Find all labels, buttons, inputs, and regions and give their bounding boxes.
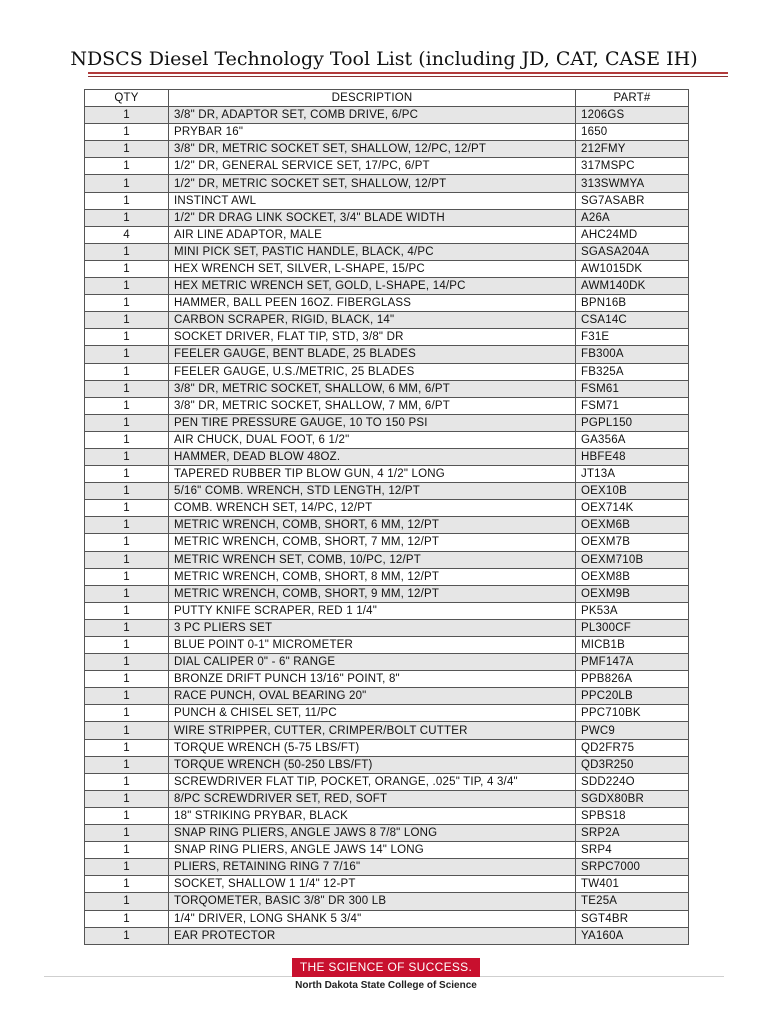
description-cell: HEX WRENCH SET, SILVER, L-SHAPE, 15/PC: [169, 260, 576, 277]
table-row: [85, 397, 689, 414]
description-cell: 3/8" DR, METRIC SOCKET, SHALLOW, 7 MM, 6/PT: [169, 397, 576, 414]
table-row: [85, 705, 689, 722]
part-number-cell: GA356A: [576, 431, 689, 448]
description-cell: 3/8" DR, ADAPTOR SET, COMB DRIVE, 6/PC: [169, 107, 576, 124]
part-number-cell: OEXM8B: [576, 568, 689, 585]
qty-cell: 1: [85, 825, 169, 842]
description-cell: EAR PROTECTOR: [169, 927, 576, 944]
column-header-qty: QTY: [85, 90, 169, 107]
description-cell: 1/2" DR DRAG LINK SOCKET, 3/4" BLADE WIDTH: [169, 209, 576, 226]
description-cell: 5/16" COMB. WRENCH, STD LENGTH, 12/PT: [169, 483, 576, 500]
table-row: [85, 500, 689, 517]
part-number-cell: AW1015DK: [576, 260, 689, 277]
part-number-cell: SG7ASABR: [576, 192, 689, 209]
qty-cell: 1: [85, 397, 169, 414]
description-cell: HAMMER, BALL PEEN 16OZ. FIBERGLASS: [169, 295, 576, 312]
tool-list-table: [84, 89, 689, 945]
table-row: [85, 466, 689, 483]
description-cell: SNAP RING PLIERS, ANGLE JAWS 8 7/8" LONG: [169, 825, 576, 842]
qty-cell: 1: [85, 158, 169, 175]
description-cell: COMB. WRENCH SET, 14/PC, 12/PT: [169, 500, 576, 517]
table-row: [85, 568, 689, 585]
table-row: [85, 380, 689, 397]
qty-cell: 1: [85, 124, 169, 141]
description-cell: PRYBAR 16": [169, 124, 576, 141]
qty-cell: 1: [85, 790, 169, 807]
part-number-cell: OEXM6B: [576, 517, 689, 534]
qty-cell: 1: [85, 278, 169, 295]
table-row: [85, 927, 689, 944]
qty-cell: 1: [85, 876, 169, 893]
qty-cell: 1: [85, 363, 169, 380]
description-cell: 3/8" DR, METRIC SOCKET SET, SHALLOW, 12/PC, 12/PT: [169, 141, 576, 158]
qty-cell: 1: [85, 671, 169, 688]
qty-cell: 1: [85, 107, 169, 124]
column-header-part: PART#: [576, 90, 689, 107]
qty-cell: 1: [85, 602, 169, 619]
table-row: [85, 448, 689, 465]
part-number-cell: 317MSPC: [576, 158, 689, 175]
table-row: [85, 893, 689, 910]
table-row: [85, 585, 689, 602]
qty-cell: 1: [85, 688, 169, 705]
part-number-cell: OEXM710B: [576, 551, 689, 568]
part-number-cell: PK53A: [576, 602, 689, 619]
part-number-cell: FSM71: [576, 397, 689, 414]
part-number-cell: PPC710BK: [576, 705, 689, 722]
qty-cell: 1: [85, 585, 169, 602]
table-row: [85, 654, 689, 671]
table-row: [85, 260, 689, 277]
part-number-cell: SRP2A: [576, 825, 689, 842]
qty-cell: 1: [85, 739, 169, 756]
table-row: [85, 842, 689, 859]
description-cell: SCREWDRIVER FLAT TIP, POCKET, ORANGE, .025" TIP, 4 3/4": [169, 773, 576, 790]
qty-cell: 1: [85, 431, 169, 448]
title-divider: [88, 72, 728, 74]
qty-cell: 1: [85, 859, 169, 876]
qty-cell: 1: [85, 175, 169, 192]
description-cell: 3/8" DR, METRIC SOCKET, SHALLOW, 6 MM, 6/PT: [169, 380, 576, 397]
table-row: [85, 431, 689, 448]
table-row: [85, 209, 689, 226]
description-cell: INSTINCT AWL: [169, 192, 576, 209]
description-cell: TORQUE WRENCH (5-75 LBS/FT): [169, 739, 576, 756]
qty-cell: 1: [85, 295, 169, 312]
table-header-row: [85, 90, 689, 107]
table-row: [85, 346, 689, 363]
part-number-cell: SGDX80BR: [576, 790, 689, 807]
description-cell: AIR LINE ADAPTOR, MALE: [169, 226, 576, 243]
part-number-cell: 1206GS: [576, 107, 689, 124]
description-cell: 1/2" DR, METRIC SOCKET SET, SHALLOW, 12/PT: [169, 175, 576, 192]
description-cell: METRIC WRENCH SET, COMB, 10/PC, 12/PT: [169, 551, 576, 568]
part-number-cell: SRPC7000: [576, 859, 689, 876]
qty-cell: 1: [85, 773, 169, 790]
part-number-cell: FSM61: [576, 380, 689, 397]
table-row: [85, 825, 689, 842]
description-cell: SNAP RING PLIERS, ANGLE JAWS 14" LONG: [169, 842, 576, 859]
part-number-cell: OEXM7B: [576, 534, 689, 551]
qty-cell: 1: [85, 654, 169, 671]
description-cell: TORQOMETER, BASIC 3/8" DR 300 LB: [169, 893, 576, 910]
part-number-cell: FB325A: [576, 363, 689, 380]
qty-cell: 1: [85, 517, 169, 534]
description-cell: 8/PC SCREWDRIVER SET, RED, SOFT: [169, 790, 576, 807]
description-cell: HAMMER, DEAD BLOW 48OZ.: [169, 448, 576, 465]
description-cell: FEELER GAUGE, BENT BLADE, 25 BLADES: [169, 346, 576, 363]
table-row: [85, 807, 689, 824]
table-row: [85, 226, 689, 243]
description-cell: METRIC WRENCH, COMB, SHORT, 6 MM, 12/PT: [169, 517, 576, 534]
description-cell: 18" STRIKING PRYBAR, BLACK: [169, 807, 576, 824]
description-cell: 3 PC PLIERS SET: [169, 619, 576, 636]
description-cell: HEX METRIC WRENCH SET, GOLD, L-SHAPE, 14/PC: [169, 278, 576, 295]
description-cell: TAPERED RUBBER TIP BLOW GUN, 4 1/2" LONG: [169, 466, 576, 483]
qty-cell: 1: [85, 756, 169, 773]
table-row: [85, 551, 689, 568]
qty-cell: 1: [85, 568, 169, 585]
table-row: [85, 363, 689, 380]
part-number-cell: 212FMY: [576, 141, 689, 158]
table-row: [85, 175, 689, 192]
qty-cell: 1: [85, 141, 169, 158]
description-cell: SOCKET, SHALLOW 1 1/4" 12-PT: [169, 876, 576, 893]
qty-cell: 1: [85, 483, 169, 500]
tool-list-body: [85, 107, 689, 945]
table-row: [85, 534, 689, 551]
qty-cell: 1: [85, 910, 169, 927]
qty-cell: 1: [85, 619, 169, 636]
table-row: [85, 619, 689, 636]
table-row: [85, 107, 689, 124]
qty-cell: 1: [85, 243, 169, 260]
part-number-cell: PPB826A: [576, 671, 689, 688]
description-cell: TORQUE WRENCH (50-250 LBS/FT): [169, 756, 576, 773]
part-number-cell: OEX10B: [576, 483, 689, 500]
document-title: NDSCS Diesel Technology Tool List (including JD, CAT, CASE IH): [70, 48, 698, 70]
qty-cell: 1: [85, 466, 169, 483]
table-row: [85, 876, 689, 893]
part-number-cell: TE25A: [576, 893, 689, 910]
table-row: [85, 688, 689, 705]
part-number-cell: HBFE48: [576, 448, 689, 465]
qty-cell: 1: [85, 842, 169, 859]
qty-cell: 4: [85, 226, 169, 243]
qty-cell: 1: [85, 346, 169, 363]
part-number-cell: SDD224O: [576, 773, 689, 790]
table-row: [85, 637, 689, 654]
part-number-cell: SPBS18: [576, 807, 689, 824]
table-row: [85, 295, 689, 312]
part-number-cell: AWM140DK: [576, 278, 689, 295]
description-cell: PLIERS, RETAINING RING 7 7/16": [169, 859, 576, 876]
part-number-cell: PGPL150: [576, 414, 689, 431]
description-cell: PUTTY KNIFE SCRAPER, RED 1 1/4": [169, 602, 576, 619]
title-divider-secondary: [88, 76, 728, 77]
description-cell: BRONZE DRIFT PUNCH 13/16" POINT, 8": [169, 671, 576, 688]
qty-cell: 1: [85, 893, 169, 910]
table-row: [85, 483, 689, 500]
table-row: [85, 141, 689, 158]
qty-cell: 1: [85, 209, 169, 226]
description-cell: RACE PUNCH, OVAL BEARING 20": [169, 688, 576, 705]
part-number-cell: F31E: [576, 329, 689, 346]
table-row: [85, 773, 689, 790]
table-row: [85, 517, 689, 534]
qty-cell: 1: [85, 380, 169, 397]
part-number-cell: QD2FR75: [576, 739, 689, 756]
description-cell: METRIC WRENCH, COMB, SHORT, 8 MM, 12/PT: [169, 568, 576, 585]
qty-cell: 1: [85, 637, 169, 654]
table-row: [85, 158, 689, 175]
qty-cell: 1: [85, 192, 169, 209]
qty-cell: 1: [85, 500, 169, 517]
college-name: North Dakota State College of Science: [295, 980, 477, 991]
table-row: [85, 278, 689, 295]
part-number-cell: SRP4: [576, 842, 689, 859]
description-cell: METRIC WRENCH, COMB, SHORT, 9 MM, 12/PT: [169, 585, 576, 602]
description-cell: MINI PICK SET, PASTIC HANDLE, BLACK, 4/PC: [169, 243, 576, 260]
part-number-cell: AHC24MD: [576, 226, 689, 243]
table-row: [85, 192, 689, 209]
part-number-cell: 1650: [576, 124, 689, 141]
description-cell: PEN TIRE PRESSURE GAUGE, 10 TO 150 PSI: [169, 414, 576, 431]
table-row: [85, 124, 689, 141]
table-row: [85, 739, 689, 756]
description-cell: METRIC WRENCH, COMB, SHORT, 7 MM, 12/PT: [169, 534, 576, 551]
description-cell: FEELER GAUGE, U.S./METRIC, 25 BLADES: [169, 363, 576, 380]
part-number-cell: PWC9: [576, 722, 689, 739]
qty-cell: 1: [85, 329, 169, 346]
part-number-cell: OEXM9B: [576, 585, 689, 602]
description-cell: BLUE POINT 0-1" MICROMETER: [169, 637, 576, 654]
qty-cell: 1: [85, 260, 169, 277]
part-number-cell: PPC20LB: [576, 688, 689, 705]
part-number-cell: FB300A: [576, 346, 689, 363]
slogan-banner: THE SCIENCE OF SUCCESS.: [292, 958, 480, 977]
part-number-cell: CSA14C: [576, 312, 689, 329]
part-number-cell: MICB1B: [576, 637, 689, 654]
qty-cell: 1: [85, 534, 169, 551]
part-number-cell: SGT4BR: [576, 910, 689, 927]
part-number-cell: OEX714K: [576, 500, 689, 517]
part-number-cell: A26A: [576, 209, 689, 226]
part-number-cell: 313SWMYA: [576, 175, 689, 192]
table-row: [85, 312, 689, 329]
part-number-cell: PMF147A: [576, 654, 689, 671]
table-row: [85, 910, 689, 927]
part-number-cell: YA160A: [576, 927, 689, 944]
description-cell: CARBON SCRAPER, RIGID, BLACK, 14": [169, 312, 576, 329]
qty-cell: 1: [85, 927, 169, 944]
table-row: [85, 756, 689, 773]
description-cell: 1/2" DR, GENERAL SERVICE SET, 17/PC, 6/PT: [169, 158, 576, 175]
column-header-description: DESCRIPTION: [169, 90, 576, 107]
table-row: [85, 859, 689, 876]
table-row: [85, 243, 689, 260]
description-cell: AIR CHUCK, DUAL FOOT, 6 1/2": [169, 431, 576, 448]
table-row: [85, 602, 689, 619]
description-cell: PUNCH & CHISEL SET, 11/PC: [169, 705, 576, 722]
part-number-cell: QD3R250: [576, 756, 689, 773]
part-number-cell: SGASA204A: [576, 243, 689, 260]
qty-cell: 1: [85, 414, 169, 431]
table-row: [85, 790, 689, 807]
description-cell: DIAL CALIPER 0" - 6" RANGE: [169, 654, 576, 671]
qty-cell: 1: [85, 722, 169, 739]
part-number-cell: PL300CF: [576, 619, 689, 636]
qty-cell: 1: [85, 312, 169, 329]
description-cell: SOCKET DRIVER, FLAT TIP, STD, 3/8" DR: [169, 329, 576, 346]
part-number-cell: TW401: [576, 876, 689, 893]
table-row: [85, 414, 689, 431]
table-row: [85, 329, 689, 346]
qty-cell: 1: [85, 448, 169, 465]
qty-cell: 1: [85, 705, 169, 722]
part-number-cell: JT13A: [576, 466, 689, 483]
table-row: [85, 722, 689, 739]
part-number-cell: BPN16B: [576, 295, 689, 312]
description-cell: 1/4" DRIVER, LONG SHANK 5 3/4": [169, 910, 576, 927]
description-cell: WIRE STRIPPER, CUTTER, CRIMPER/BOLT CUTTER: [169, 722, 576, 739]
qty-cell: 1: [85, 551, 169, 568]
qty-cell: 1: [85, 807, 169, 824]
table-row: [85, 671, 689, 688]
